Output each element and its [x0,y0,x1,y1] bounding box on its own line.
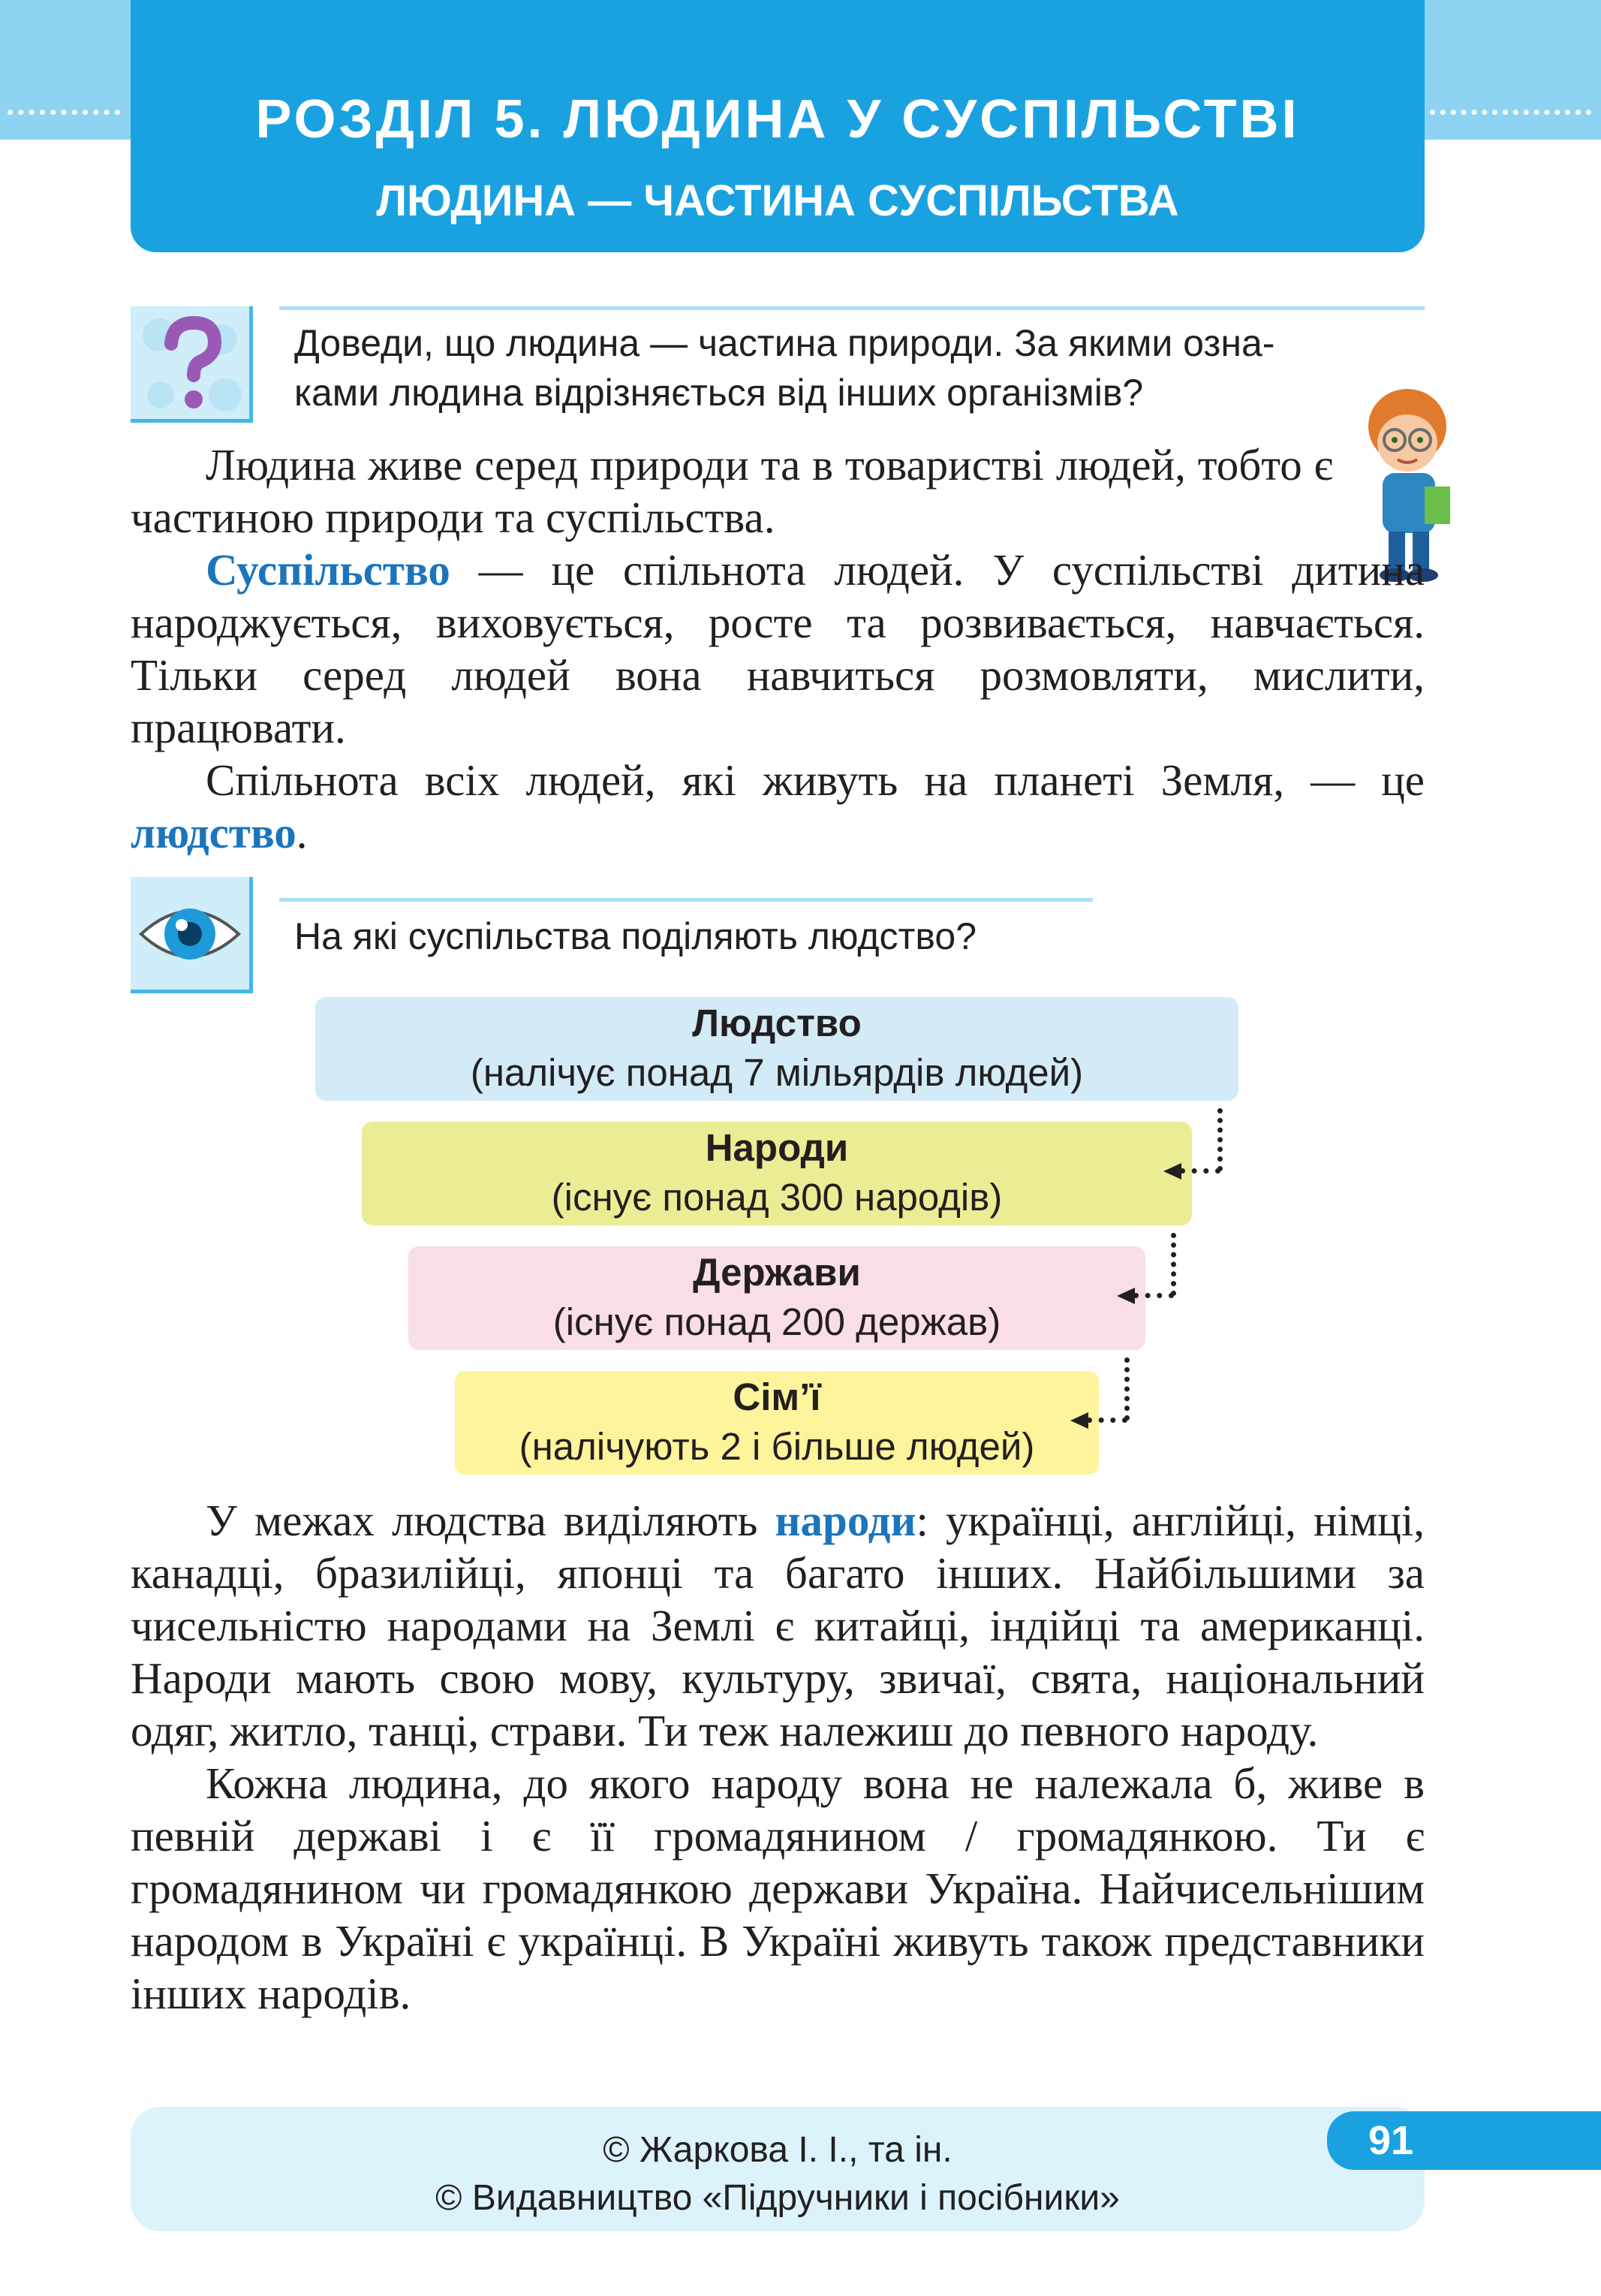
intro-paragraph-1: Людина живе серед природи та в товаристві людей, тобто є частиною природи та суспільства. [131,440,1333,542]
chapter-title: РОЗДІЛ 5. ЛЮДИНА У СУСПІЛЬСТВІ [255,89,1300,149]
body-paragraph-1-text: : українці, англійці, німці, канадці, бразилійці, японці та багато інших. Найбільшими за чисельністю народами на Землі є китайці, індійці та американці. Народи мають свою мову, культуру, звичаї, свята, національний одяг, житло, танці, страви. Ти теж належиш до певного народу. [131,1496,1425,1755]
connector-horizontal-2 [1133,1293,1174,1298]
question-task-text [294,318,1420,417]
box-humanity-note: (налічує понад 7 мільярдів людей) [470,1051,1084,1094]
intro-paragraph-3-end: . [296,808,308,857]
box-humanity-title: Людство [692,1002,862,1044]
term-society: Суспільство [206,545,450,595]
box-states [408,1246,1145,1350]
connector-horizontal-3 [1087,1418,1127,1423]
body-paragraph-1-start: У межах людства виділяють [206,1496,775,1545]
box-peoples-note: (існує понад 300 народів) [551,1176,1003,1219]
arrow-left-icon [1163,1163,1181,1180]
question-line-2: ками людина відрізняється від інших організмів? [294,372,1144,414]
footer-authors: © Жаркова І. І., та ін. [603,2130,952,2170]
section-subtitle: ЛЮДИНА — ЧАСТИНА СУСПІЛЬСТВА [376,176,1179,225]
body-paragraph-1 [131,1494,1425,1757]
box-families [455,1371,1099,1475]
intro-paragraph-3-text: Спільнота всіх людей, які живуть на планеті Земля, — це [206,755,1425,805]
page-number: 91 [1368,2118,1414,2163]
decorative-dots-left [8,110,120,115]
footer-publisher: © Видавництво «Підручники і посібники» [435,2178,1120,2218]
chapter-header [131,0,1425,252]
body-paragraph-2: Кожна людина, до якого народу вона не належала б, живе в певній державі і є її громадянином / громадянкою. Ти є громадянином чи громадянкою держави Україна. Найчисельнішим народом в Україні є українці. В Україні живуть також представники інших народів. [131,1758,1425,2018]
intro-text-narrow [131,438,1333,544]
page-number-tab [1327,2111,1601,2170]
intro-paragraph-3 [131,754,1425,859]
intro-paragraph-2 [131,544,1425,754]
question-line-1: Доведи, що людина — частина природи. За якими озна- [294,322,1275,364]
decorative-dots-right [1430,110,1591,115]
box-peoples [362,1122,1192,1225]
box-states-title: Держави [693,1251,861,1294]
footer [131,2107,1425,2231]
arrow-left-icon [1070,1412,1088,1429]
connector-vertical-3 [1124,1357,1130,1421]
term-humanity: людство [131,808,296,857]
box-states-note: (існує понад 200 держав) [552,1300,1001,1343]
task-divider [279,306,1425,310]
question-icon [131,306,253,423]
body-text [131,1494,1425,2020]
intro-text [131,544,1425,859]
eye-icon [131,877,253,993]
observe-task-text: На які суспільства поділяють людство? [294,915,977,957]
box-families-note: (налічують 2 і більше людей) [519,1425,1035,1468]
observe-divider [279,898,1093,902]
term-peoples: народи [775,1496,916,1545]
box-humanity [315,997,1238,1101]
connector-vertical-2 [1171,1233,1176,1296]
connector-horizontal-1 [1180,1168,1220,1174]
arrow-left-icon [1117,1288,1135,1304]
box-families-title: Сім’ї [733,1375,821,1418]
connector-vertical-1 [1217,1108,1223,1171]
box-peoples-title: Народи [705,1126,849,1169]
intro-paragraph-2-text: — це спільнота людей. У суспільстві дитина народжується, виховується, росте та розвивається, навчається. Тільки серед людей вона навчиться розмовляти, мислити, працювати. [131,545,1425,752]
